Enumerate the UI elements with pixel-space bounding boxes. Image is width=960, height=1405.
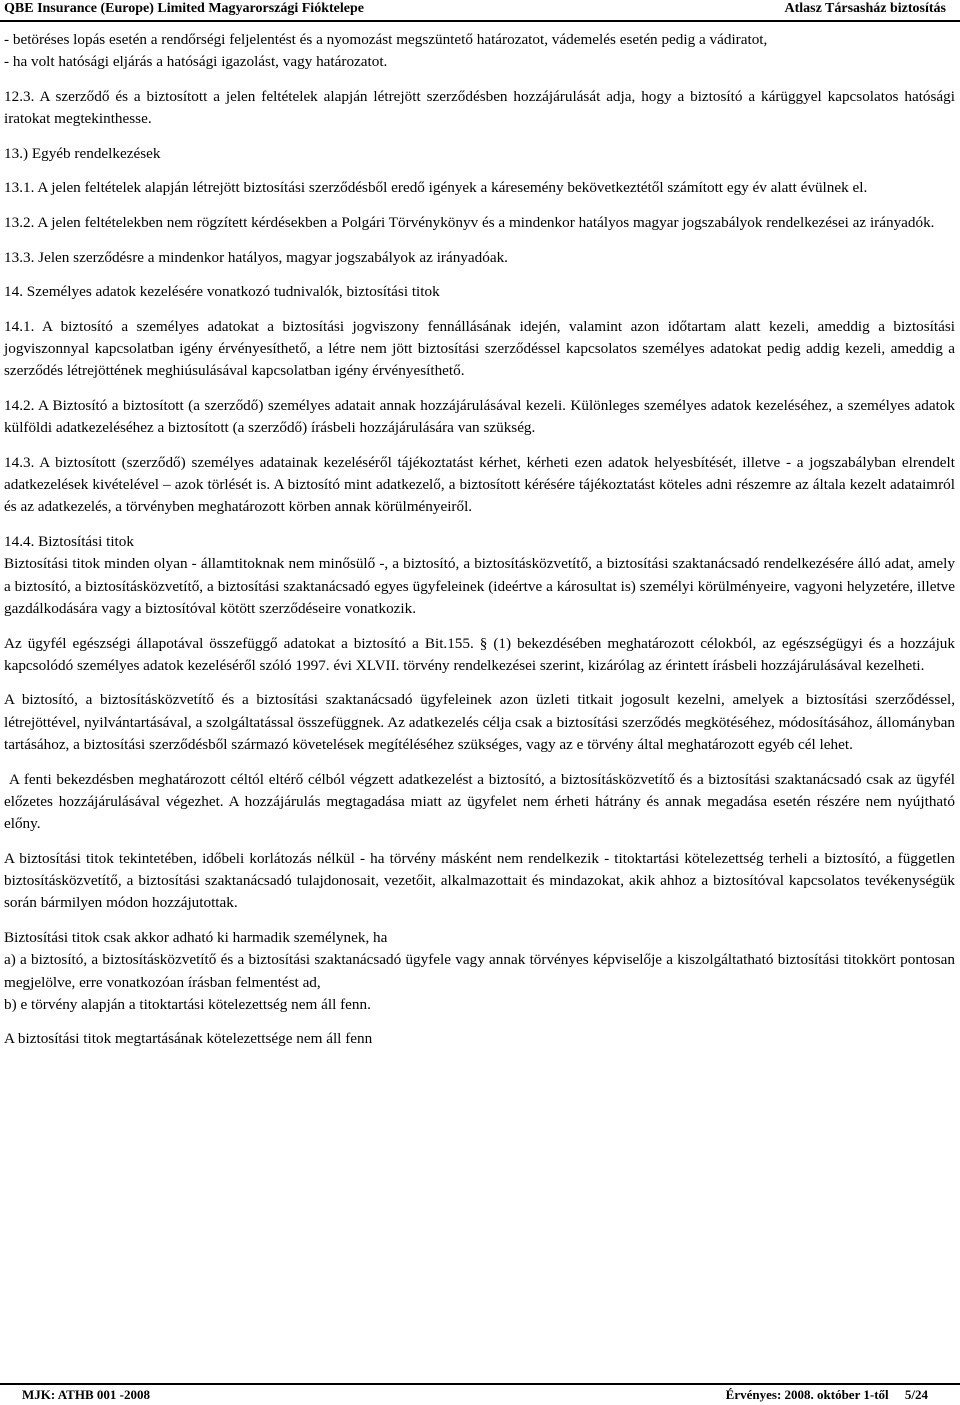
paragraph-13-3: 13.3. Jelen szerződésre a mindenkor hatályos, magyar jogszabályok az irányadóak. xyxy=(4,248,508,266)
paragraph-14-2: 14.2. A Biztosító a biztosított (a szerződő) személyes adatait annak hozzájárulásával kezeli. Különleges személyes adatok kezeléséhez, a személyes adatok külföldi adatkezeléséhez a biztosított (a szerződő) írásbeli hozzájárulására van szükség. xyxy=(4,396,955,437)
paragraph-14-3: 14.3. A biztosított (szerződő) személyes adatainak kezeléséről tájékoztatást kérhet, kérheti ezen adatok helyesbítését, illetve - a jogszabályban elrendelt adatkezelések kivételével – azok törlését is. A biztosító mint adatkezelő, a biztosított kérésére tájékoztatást köteles adni részemre az általa kezelt adataimról és az adatkezelés, a törvényben meghatározott körben annak körülményeiről. xyxy=(4,453,955,516)
paragraph-health-data: Az ügyfél egészségi állapotával összefüggő adatokat a biztosító a Bit.155. § (1) bekezdésében meghatározott célokból, az egészségügyi és a hozzájuk kapcsolódó személyes adatok kezeléséről szóló 1997. évi XLVII. törvény rendelkezései szerint, kizárólag az érintett írásbeli hozzájárulásával kezelheti. xyxy=(4,634,955,674)
list-item-a: a) a biztosító, a biztosításközvetítő és a biztosítási szaktanácsadó ügyfele vagy annak törvényes képviselője a kiszolgáltatható biztosítási titokkört pontosan megjelölve, erre vonatkozóan írásban felmentést ad, xyxy=(4,951,955,991)
paragraph-confidentiality: A biztosítási titok tekintetében, időbeli korlátozás nélkül - ha törvény másként nem rendelkezik - titoktartási kötelezettség terheli a biztosító, a független biztosításközvetítő, a biztosítási szaktanácsadó tulajdonosait, vezetőit, alkalmazottait és mindazokat, akik ahhoz a biztosítóval kapcsolatos tevékenységük során bármilyen módon hozzájutottak. xyxy=(4,849,955,912)
paragraph-disclosure-intro: Biztosítási titok csak akkor adható ki harmadik személynek, ha xyxy=(4,928,388,946)
paragraph-business-secrets: A biztosító, a biztosításközvetítő és a biztosítási szaktanácsadó ügyfeleinek azon üzleti titkait jogosult kezelni, amelyek a biztosítási szerződéssel, létrejöttével, nyilvántartásával, a szolgáltatással összefüggnek. Az adatkezelés célja csak a biztosítási szerződés megkötéséhez, módosításához, állományban tartásához, a biztosítási szerződésből származó követelések megítéléséhez szükséges, vagy az e törvény által meghatározott egyéb cél lehet. xyxy=(4,691,955,753)
page-footer xyxy=(0,1383,960,1405)
paragraph-12-3: 12.3. A szerződő és a biztosított a jelen feltételek alapján létrejött szerződésben hozzájárulását adja, hogy a biztosító a kárüggyel kapcsolatos hatósági iratokat megtekinthesse. xyxy=(4,87,955,128)
paragraph-secret-definition: Biztosítási titok minden olyan - államtitoknak nem minősülő -, a biztosító, a biztosításközvetítő, a biztosítási szaktanácsadó rendelkezésére álló adat, amely a biztosító, a biztosításközvetítő, a biztosítási szaktanácsadó egyes ügyfeleinek (ideértve a károsultat is) személyi körülményeire, vagyoni helyzetére, illetve gazdálkodására vagy a biztosítóval kötött szerződéseire vonatkozik. xyxy=(4,555,955,617)
paragraph-no-obligation: A biztosítási titok megtartásának kötelezettsége nem áll fenn xyxy=(4,1030,373,1048)
section-heading-14: 14. Személyes adatok kezelésére vonatkozó tudnivalók, biztosítási titok xyxy=(4,283,440,301)
paragraph-14-1: 14.1. A biztosító a személyes adatokat a biztosítási jogviszony fennállásának idején, valamint azon időtartam alatt kezeli, ameddig a biztosítási jogviszonnyal kapcsolatban igény érvényesíthető, a létre nem jött biztosítási szerződéssel kapcsolatos személyes adatokat pedig addig kezeli, ameddig a szerződés létrejöttének meghiúsulásával kapcsolatban igény érvényesíthető. xyxy=(4,317,955,380)
paragraph-other-purpose: A fenti bekezdésben meghatározott céltól eltérő célból végzett adatkezelést a biztosító, a biztosításközvetítő és a biztosítási szaktanácsadó csak az ügyfél előzetes hozzájárulásával végezhet. A hozzájárulás megtagadása miatt az ügyfelet nem érheti hátrány és annak megadása esetén részére nem nyújtható előny. xyxy=(4,770,955,833)
subheading-14-4: 14.4. Biztosítási titok xyxy=(4,533,134,551)
footer-doc-code: MJK: ATHB 001 -2008 xyxy=(22,1387,150,1402)
paragraph-13-1: 13.1. A jelen feltételek alapján létrejött biztosítási szerződésből eredő igények a káresemény bekövetkeztétől számított egy év alatt évülnek el. xyxy=(4,179,868,197)
paragraph-13-2: 13.2. A jelen feltételekben nem rögzített kérdésekben a Polgári Törvénykönyv és a mindenkor hatályos magyar jogszabályok rendelkezései az irányadók. xyxy=(4,213,935,231)
section-heading-13: 13.) Egyéb rendelkezések xyxy=(4,144,161,162)
header-product: Atlasz Társasház biztosítás xyxy=(784,1,946,16)
paragraph-authority: - ha volt hatósági eljárás a hatósági igazolást, vagy határozatot. xyxy=(4,53,388,71)
page-header xyxy=(0,0,960,22)
paragraph-burglary: - betöréses lopás esetén a rendőrségi feljelentést és a nyomozást megszüntető határozatot, vádemelés esetén pedig a vádiratot, xyxy=(4,31,768,48)
header-company: QBE Insurance (Europe) Limited Magyarországi Fióktelepe xyxy=(4,1,364,16)
document-body xyxy=(4,29,955,1063)
list-item-b: b) e törvény alapján a titoktartási kötelezettség nem áll fenn. xyxy=(4,995,371,1013)
footer-validity-page: Érvényes: 2008. október 1-től 5/24 xyxy=(725,1387,928,1402)
